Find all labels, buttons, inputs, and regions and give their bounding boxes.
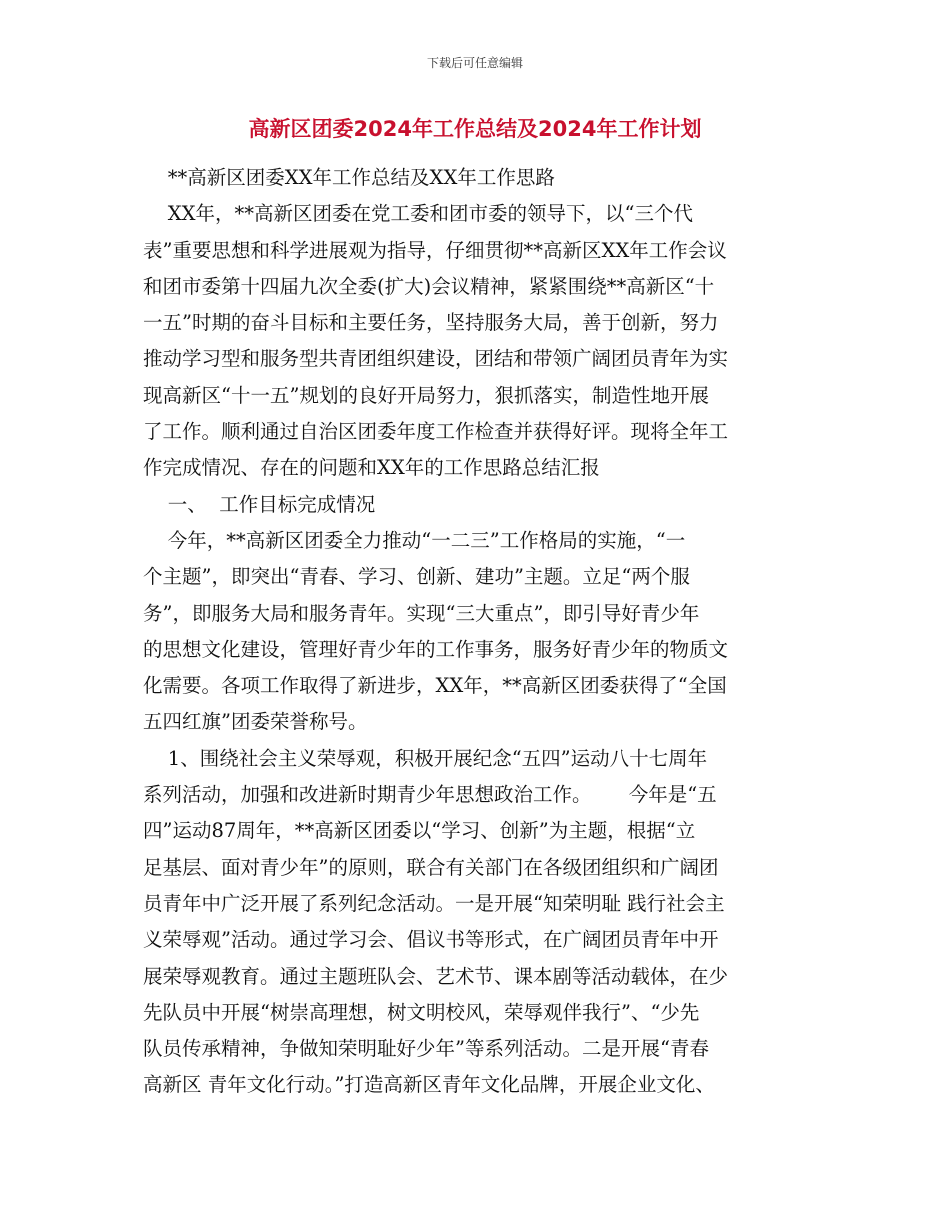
body-line: 四”运动87周年，**高新区团委以“学习、创新”为主题，根据“立 <box>143 819 696 843</box>
body-line: 队员传承精神，争做知荣明耻好少年”等系列活动。二是开展“青春 <box>143 1037 709 1061</box>
document-body <box>143 160 805 1104</box>
body-line: 的思想文化建设，管理好青少年的工作事务，服务好青少年的物质文 <box>143 637 729 661</box>
body-line: 足基层、面对青少年”的原则，联合有关部门在各级团组织和广阔团 <box>143 855 719 879</box>
body-line: 个主题”，即突出“青春、学习、创新、建功”主题。立足“两个服 <box>143 565 690 589</box>
body-line: **高新区团委XX年工作总结及XX年工作思路 <box>143 166 555 189</box>
body-line: 高新区 青年文化行动。”打造高新区青年文化品牌，开展企业文化、 <box>143 1073 715 1097</box>
body-line: 推动学习型和服务型共青团组织建设，团结和带领广阔团员青年为实 <box>143 347 729 371</box>
body-line: 和团市委第十四届九次全委(扩大)会议精神，紧紧围绕**高新区“十 <box>143 274 715 298</box>
body-line: 化需要。各项工作取得了新进步，XX年，**高新区团委获得了“全国 <box>143 674 727 698</box>
body-line: 表”重要思想和科学进展观为指导，仔细贯彻**高新区XX年工作会议 <box>143 238 727 262</box>
body-line: 先队员中开展“树崇高理想，树文明校风，荣辱观伴我行”、“少先 <box>143 1000 700 1024</box>
body-line: 1、围绕社会主义荣辱观，积极开展纪念“五四”运动八十七周年 <box>143 746 708 770</box>
body-line: XX年，**高新区团委在党工委和团市委的领导下，以“三个代 <box>143 202 694 226</box>
body-line: 五四红旗”团委荣誉称号。 <box>143 710 368 734</box>
body-line: 员青年中广泛开展了系列纪念活动。一是开展“知荣明耻 践行社会主 <box>143 891 725 915</box>
body-line: 了工作。顺利通过自治区团委年度工作检查并获得好评。现将全年工 <box>143 420 729 444</box>
body-line: 现高新区“十一五”规划的良好开局努力，狠抓落实，制造性地开展 <box>143 383 709 407</box>
body-line: 展荣辱观教育。通过主题班队会、艺术节、课本剧等活动载体，在少 <box>143 964 729 988</box>
body-line: 一五”时期的奋斗目标和主要任务，坚持服务大局，善于创新，努力 <box>143 311 719 335</box>
body-line: 今年，**高新区团委全力推动“一二三”工作格局的实施，“一 <box>143 528 686 552</box>
body-line: 义荣辱观”活动。通过学习会、倡议书等形式，在广阔团员青年中开 <box>143 928 719 952</box>
page-header: 下载后可任意编辑 <box>426 56 523 70</box>
body-line: 作完成情况、存在的问题和XX年的工作思路总结汇报 <box>143 456 600 480</box>
document-title: 高新区团委2024年工作总结及2024年工作计划 <box>248 117 702 141</box>
body-line: 务”，即服务大局和服务青年。实现“三大重点”，即引导好青少年 <box>143 601 700 625</box>
body-line: 一、 工作目标完成情况 <box>143 492 376 516</box>
body-line: 系列活动，加强和改进新时期青少年思想政治工作。 今年是“五 <box>143 783 717 807</box>
